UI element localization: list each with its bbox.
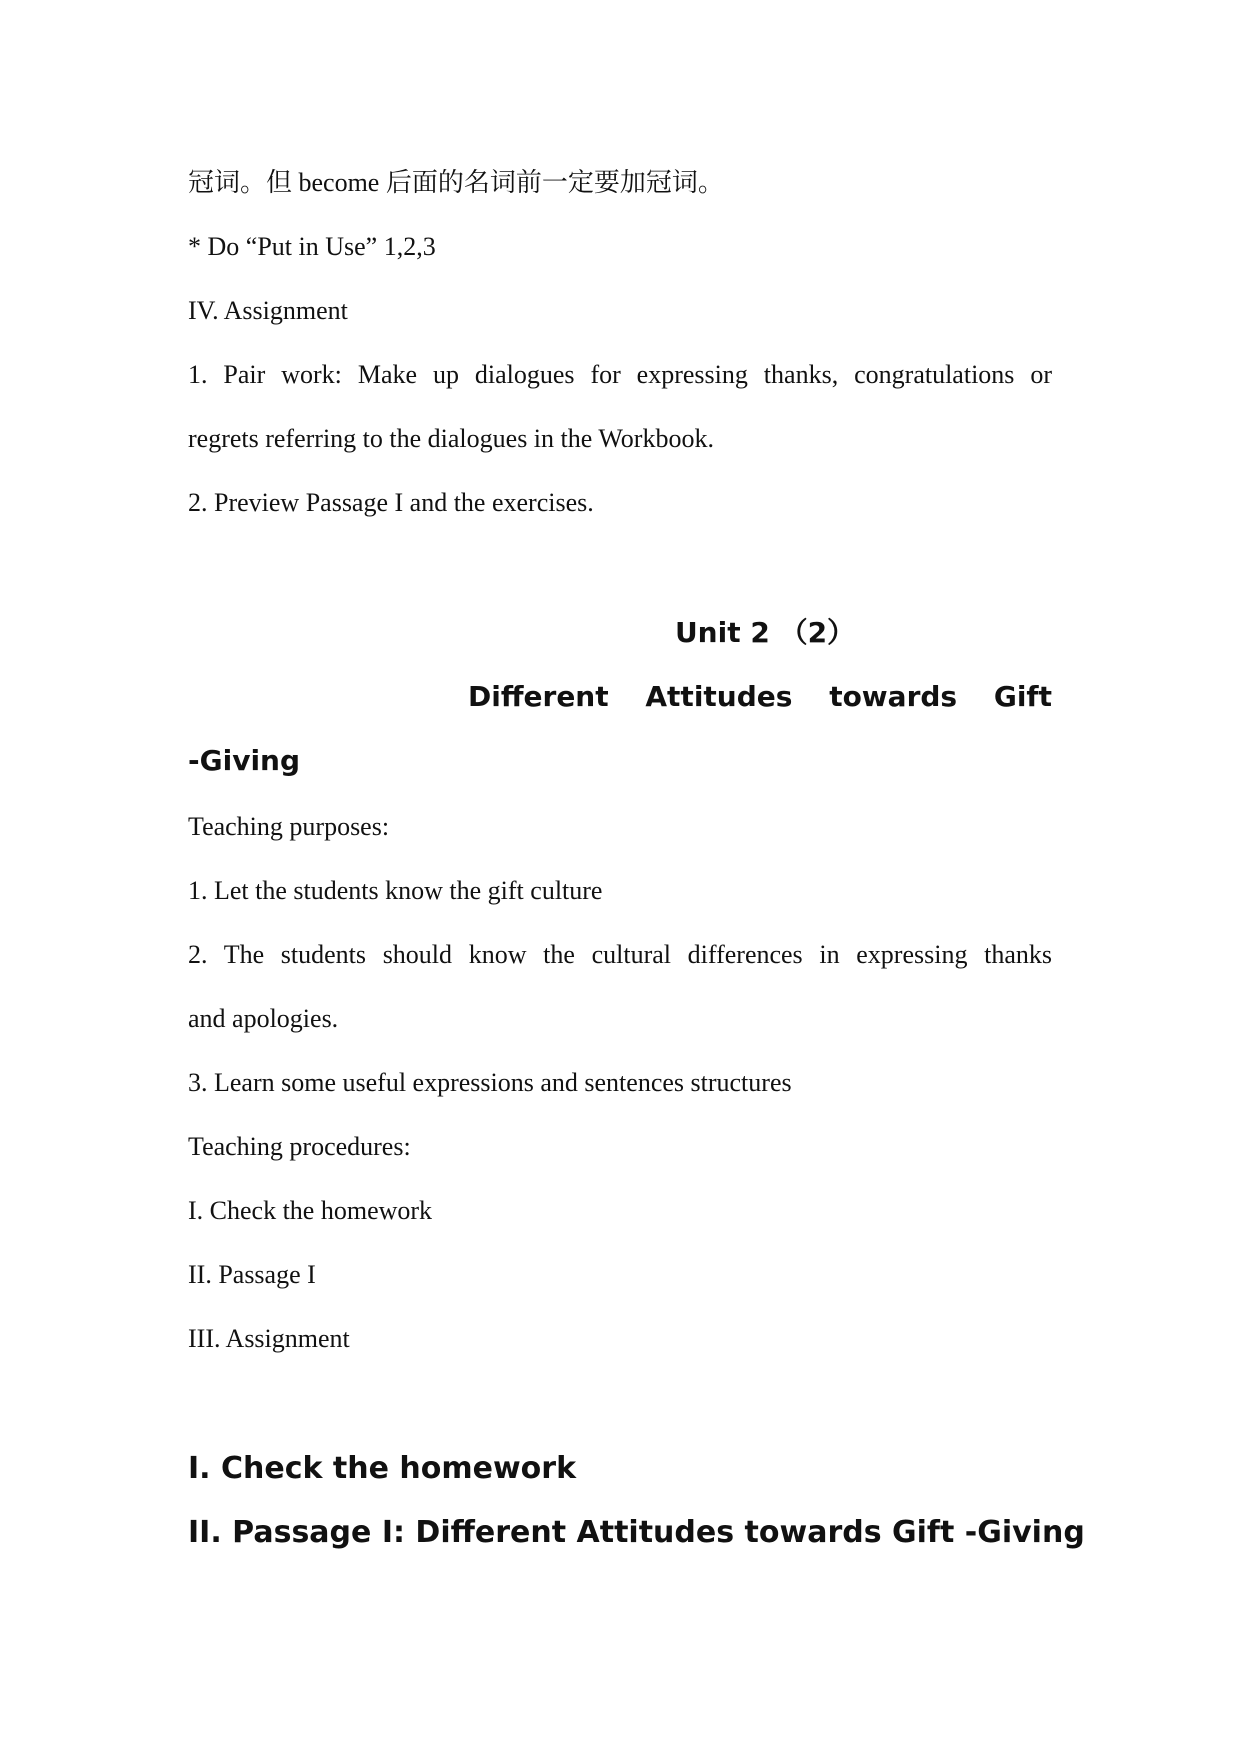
unit-title: Unit 2 （2） <box>674 616 856 649</box>
text-line-articles-note: 冠词。但 become 后面的名词前一定要加冠词。 <box>188 168 724 197</box>
procedure-step-3: III. Assignment <box>188 1324 350 1353</box>
unit-subtitle: Different Attitudes towards Gift <box>468 680 1052 713</box>
text-line-preview: 2. Preview Passage I and the exercises. <box>188 488 594 517</box>
purpose-item-3: 3. Learn some useful expressions and sentences structures <box>188 1068 792 1097</box>
text-line-put-in-use: * Do “Put in Use” 1,2,3 <box>188 232 436 261</box>
procedure-step-1: I. Check the homework <box>188 1196 433 1225</box>
purpose-item-1: 1. Let the students know the gift culture <box>188 876 603 905</box>
section-heading-passage-1: II. Passage I: Different Attitudes towards Gift -Giving <box>188 1515 1085 1550</box>
text-line-pair-work-continued: regrets referring to the dialogues in the Workbook. <box>188 424 714 453</box>
section-assignment: IV. Assignment <box>188 296 348 325</box>
text-line-pair-work: 1. Pair work: Make up dialogues for expressing thanks, congratulations or <box>188 360 1052 389</box>
purpose-item-2-continued: and apologies. <box>188 1004 339 1033</box>
teaching-procedures-heading: Teaching procedures: <box>188 1132 411 1161</box>
purpose-item-2: 2. The students should know the cultural differences in expressing thanks <box>188 940 1052 969</box>
procedure-step-2: II. Passage I <box>188 1260 316 1289</box>
teaching-purposes-heading: Teaching purposes: <box>188 812 390 841</box>
section-heading-check-homework: I. Check the homework <box>188 1451 577 1486</box>
unit-subtitle-continued: -Giving <box>188 744 301 777</box>
